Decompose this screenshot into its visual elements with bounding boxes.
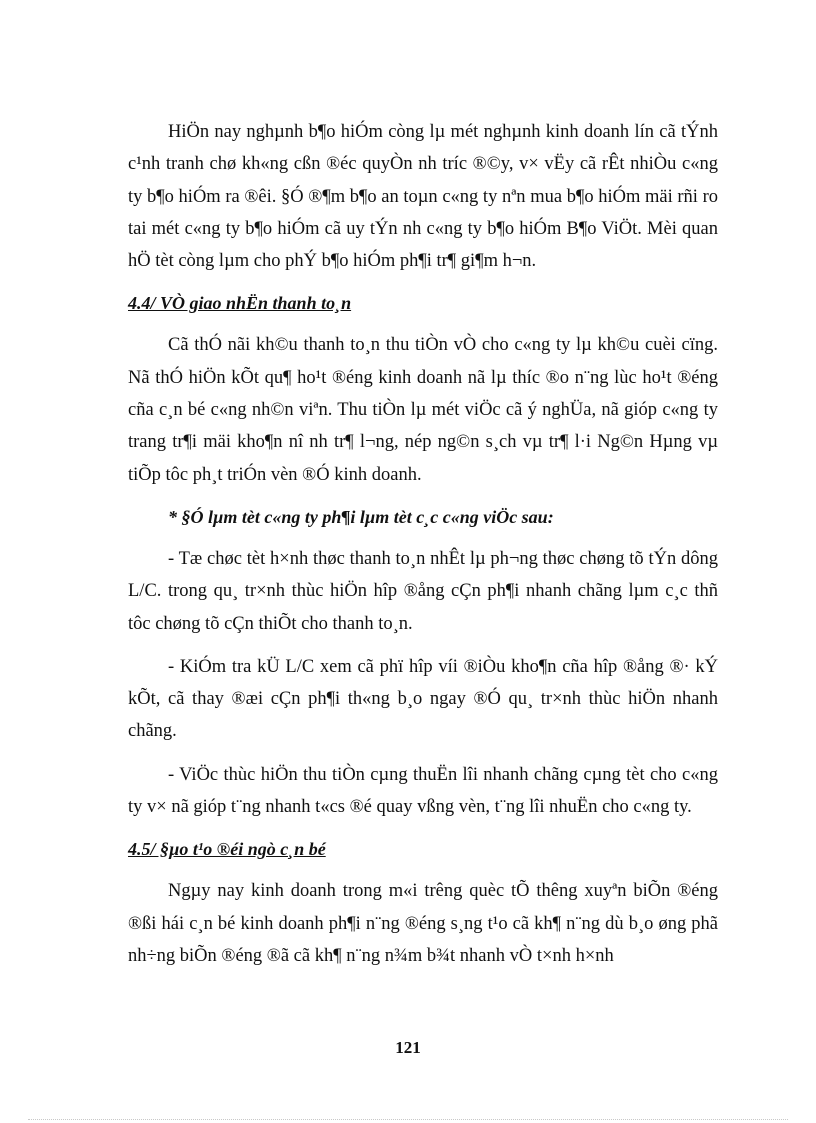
section-heading-4-5: 4.5/ §µo t¹o ®éi ngò c¸n bé: [128, 839, 326, 860]
list-item-check-lc: - KiÓm tra kÜ L/C xem cã phï hîp víi ®iÒu kho¶n cña hîp ®ång ®· kÝ kÕt, cã thay ®æi cÇn ph¶i th«ng b¸o ngay ®Ó qu¸ tr×nh thùc hiÖn nhanh chãng.: [128, 656, 718, 742]
page-bottom-divider: [28, 1119, 788, 1120]
paragraph-payment: Cã thÓ nãi kh©u thanh to¸n thu tiÒn vÒ cho c«ng ty lµ kh©u cuèi cïng. Nã thÓ hiÖn kÕt qu¶ ho¹t ®éng kinh doanh nã lµ thíc ®o n¨ng lùc ho¹t ®éng cña c¸n bé c«ng nh©n viªn. Thu tiÒn lµ mét viÖc cã ý nghÜa, nã gióp c«ng ty trang tr¶i mäi kho¶n nî nh tr¶ l¬ng, nép ng©n s¸ch vµ tr¶ l·i Ng©n Hµng vµ tiÕp tôc ph¸t triÓn vèn ®Ó kinh doanh.: [128, 335, 718, 485]
page-number: 121: [395, 1038, 421, 1057]
list-item-collection: - ViÖc thùc hiÖn thu tiÒn cµng thuËn lîi nhanh chãng cµng tèt cho c«ng ty v× nã gióp t¨ng nhanh t«cs ®é quay vßng vèn, t¨ng lîi nhuËn cho c«ng ty.: [128, 764, 718, 818]
list-item-payment-method: - Tæ chøc tèt h×nh thøc thanh to¸n nhÊt lµ ph¬ng thøc chøng tõ tÝn dông L/C. trong qu¸ tr×nh thùc hiÖn hîp ®ång cÇn ph¶i nhanh chãng lµm c¸c thñ tôc chøng tõ cÇn thiÕt cho thanh to¸n.: [128, 548, 718, 634]
page-body: [128, 116, 718, 983]
subheading-tasks: * §Ó lµm tèt c«ng ty ph¶i lµm tèt c¸c c«ng viÖc sau:: [168, 506, 554, 527]
paragraph-insurance: HiÖn nay nghµnh b¶o hiÓm còng lµ mét nghµnh kinh doanh lín cã tÝnh c¹nh tranh chø kh«ng cßn ®éc quyÒn nh tríc ®©y, v× vËy cã rÊt nhiÒu c«ng ty b¶o hiÓm ra ®êi. §Ó ®¶m b¶o an toµn c«ng ty nªn mua b¶o hiÓm mäi rñi ro tai mét c«ng ty b¶o hiÓm cã uy tÝn nh c«ng ty b¶o hiÓm B¶o ViÖt. Mèi quan hÖ tèt còng lµm cho phÝ b¶o hiÓm ph¶i tr¶ gi¶m h¬n.: [128, 122, 718, 272]
section-heading-4-4: 4.4/ VÒ giao nhËn thanh to¸n: [128, 293, 352, 314]
paragraph-training: Ngµy nay kinh doanh trong m«i trêng quèc tÕ thêng xuyªn biÕn ®éng ®ßi hái c¸n bé kinh doanh ph¶i n¨ng ®éng s¸ng t¹o cã kh¶ n¨ng dù b¸o øng phã nh÷ng biÕn ®éng ®ã cã kh¶ n¨ng n¾m b¾t nhanh vÒ t×nh h×nh: [128, 881, 718, 966]
